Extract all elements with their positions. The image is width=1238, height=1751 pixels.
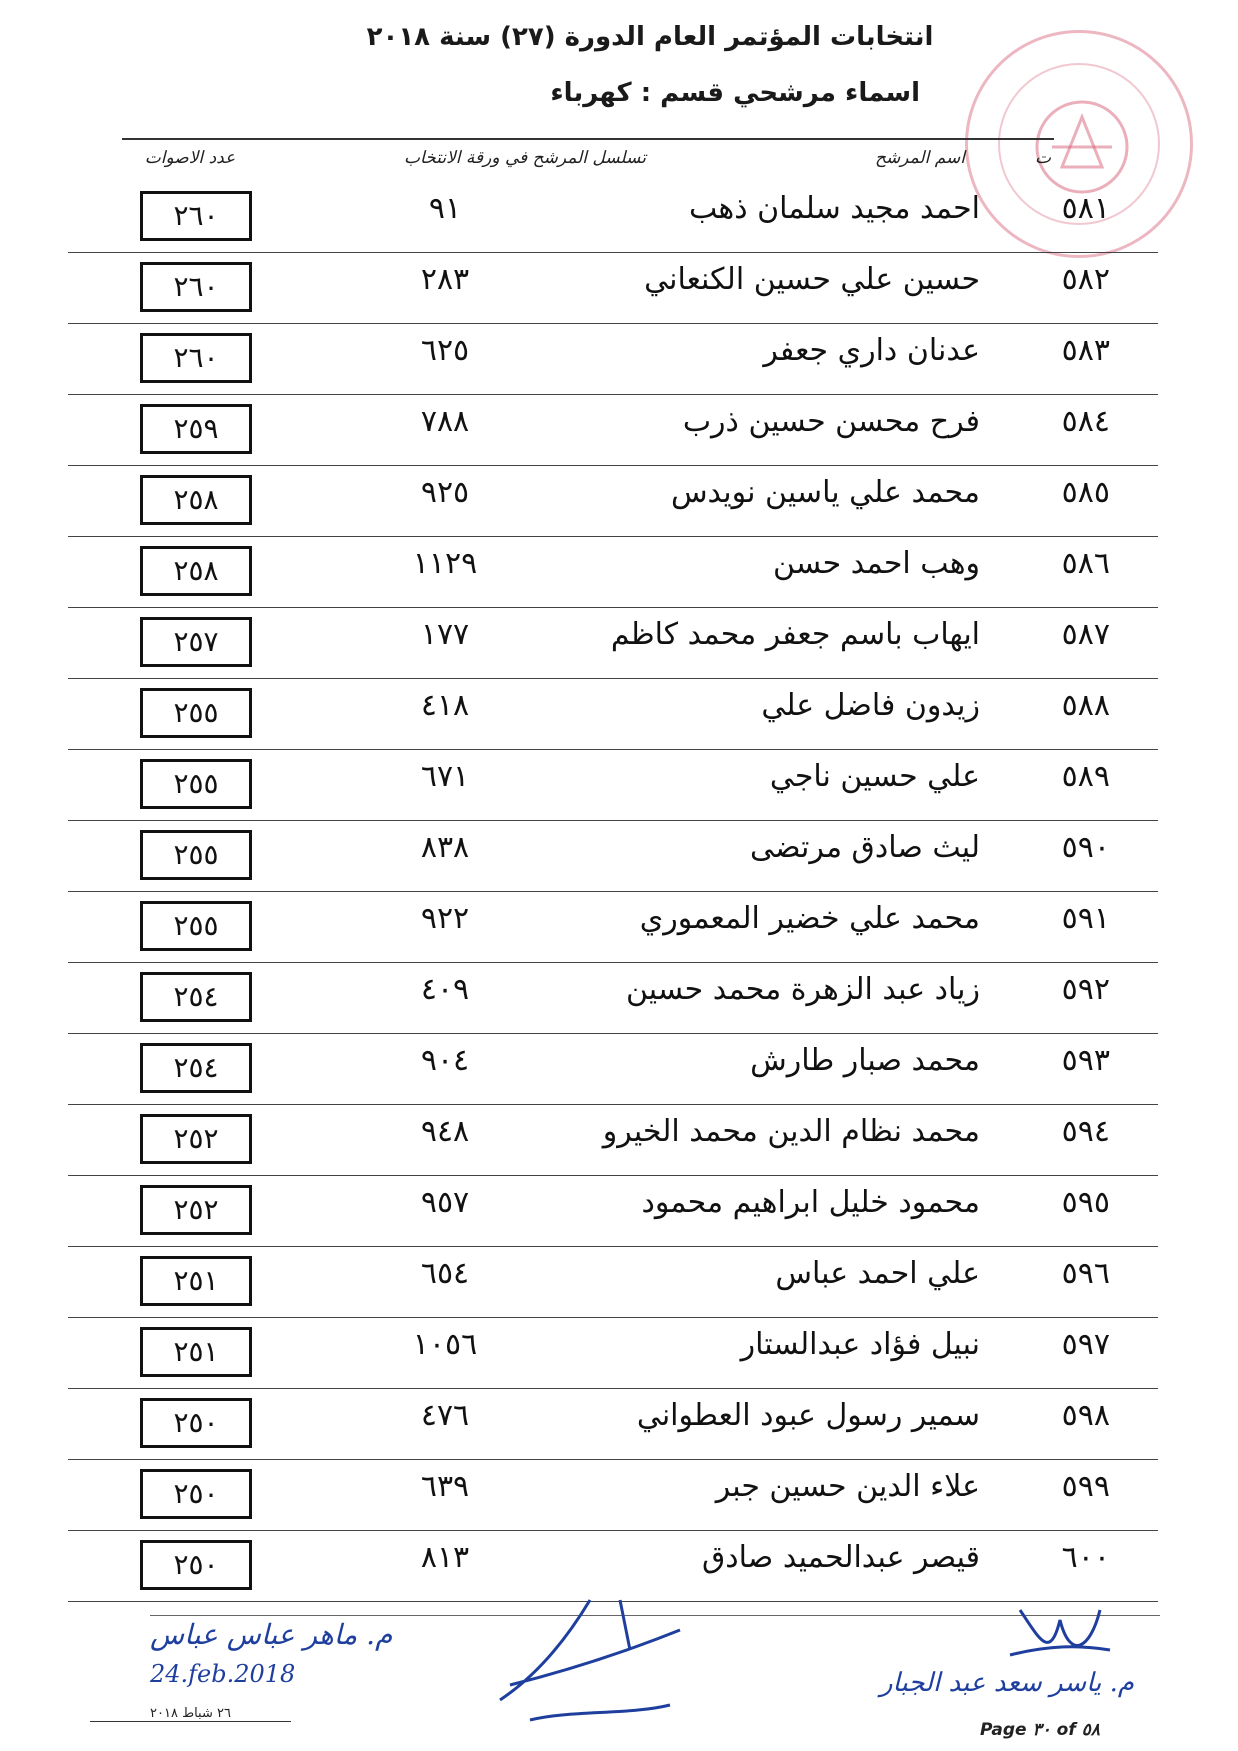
ballot-sequence: ٧٨٨ <box>420 404 470 439</box>
table-row <box>0 1250 1238 1321</box>
candidate-name: زيدون فاضل علي <box>761 688 980 723</box>
candidate-name: ليث صادق مرتضى <box>750 830 980 865</box>
candidate-name: حسين علي حسين الكنعاني <box>644 262 980 297</box>
vote-count-box: ٢٥٢ <box>140 1114 252 1164</box>
vote-count-box: ٢٥١ <box>140 1256 252 1306</box>
table-row <box>0 824 1238 895</box>
page-number: Page ٣٠ of ٥٨ <box>980 1720 1100 1740</box>
row-divider <box>68 1246 1158 1247</box>
row-index: ٥٩٦ <box>1061 1256 1110 1291</box>
row-index: ٥٨١ <box>1061 191 1110 226</box>
row-divider <box>68 820 1158 821</box>
table-row <box>0 185 1238 256</box>
row-index: ٥٩٠ <box>1061 830 1110 865</box>
signature-left <box>150 1618 392 1651</box>
vote-count-box: ٢٥٥ <box>140 688 252 738</box>
candidate-name: عدنان داري جعفر <box>763 333 980 368</box>
table-row <box>0 1392 1238 1463</box>
candidate-name: علي حسين ناجي <box>769 759 980 794</box>
ballot-sequence: ٤٧٦ <box>420 1398 470 1433</box>
candidate-name: محمود خليل ابراهيم محمود <box>641 1185 980 1220</box>
row-divider <box>68 465 1158 466</box>
ballot-sequence: ٤١٨ <box>420 688 470 723</box>
vote-count-box: ٢٦٠ <box>140 333 252 383</box>
candidate-name: محمد صبار طارش <box>750 1043 980 1078</box>
row-divider <box>68 1388 1158 1389</box>
table-row <box>0 327 1238 398</box>
ballot-sequence: ٩٠٤ <box>420 1043 470 1078</box>
column-header-sequence: تسلسل المرشح في ورقة الانتخاب <box>404 148 646 168</box>
signature-right <box>880 1668 1134 1698</box>
ballot-sequence: ٨٣٨ <box>420 830 470 865</box>
row-divider <box>68 678 1158 679</box>
row-index: ٥٩٨ <box>1061 1398 1110 1433</box>
table-row <box>0 1108 1238 1179</box>
vote-count-box: ٢٥٧ <box>140 617 252 667</box>
ballot-sequence: ٨١٣ <box>420 1540 470 1575</box>
vote-count-box: ٢٦٠ <box>140 191 252 241</box>
row-index: ٥٨٢ <box>1061 262 1110 297</box>
ballot-sequence: ٩٥٧ <box>420 1185 470 1220</box>
candidate-name: قيصر عبدالحميد صادق <box>702 1540 980 1575</box>
signature-middle <box>470 1590 710 1740</box>
row-index: ٥٨٥ <box>1061 475 1110 510</box>
table-row <box>0 1321 1238 1392</box>
row-divider <box>68 394 1158 395</box>
ballot-sequence: ٦٣٩ <box>420 1469 470 1504</box>
row-index: ٥٨٦ <box>1061 546 1110 581</box>
date-stamp: ٢٦ شباط ٢٠١٨ <box>90 1706 291 1722</box>
vote-count-box: ٢٥٥ <box>140 901 252 951</box>
table-row <box>0 1179 1238 1250</box>
table-row <box>0 611 1238 682</box>
table-row <box>0 1037 1238 1108</box>
row-divider <box>68 1033 1158 1034</box>
table-row <box>0 398 1238 469</box>
table-row <box>0 540 1238 611</box>
row-divider <box>68 1459 1158 1460</box>
row-index: ٥٩٢ <box>1061 972 1110 1007</box>
row-index: ٥٩١ <box>1061 901 1110 936</box>
table-row <box>0 966 1238 1037</box>
ballot-sequence: ٦٢٥ <box>420 333 470 368</box>
row-index: ٥٩٧ <box>1061 1327 1110 1362</box>
candidate-name: محمد نظام الدين محمد الخيرو <box>602 1114 980 1149</box>
row-divider <box>68 1175 1158 1176</box>
candidate-name: محمد علي ياسين نويدس <box>670 475 980 510</box>
ballot-sequence: ٦٧١ <box>420 759 470 794</box>
row-index: ٥٩٩ <box>1061 1469 1110 1504</box>
row-divider <box>68 323 1158 324</box>
signature-left-name: م. ماهر عباس عباس <box>150 1618 393 1651</box>
candidate-name: زياد عبد الزهرة محمد حسين <box>625 972 980 1007</box>
ballot-sequence: ٩١ <box>428 191 462 226</box>
candidate-name: نبيل فؤاد عبدالستار <box>740 1327 980 1362</box>
table-row <box>0 895 1238 966</box>
row-divider <box>68 252 1158 253</box>
table-row <box>0 1463 1238 1534</box>
row-divider <box>68 1104 1158 1105</box>
header-rule <box>122 138 1054 140</box>
ballot-sequence: ١٠٥٦ <box>412 1327 478 1362</box>
ballot-sequence: ٢٨٣ <box>420 262 470 297</box>
ballot-sequence: ٦٥٤ <box>420 1256 470 1291</box>
row-index: ٥٨٤ <box>1061 404 1110 439</box>
vote-count-box: ٢٦٠ <box>140 262 252 312</box>
candidate-name: ايهاب باسم جعفر محمد كاظم <box>610 617 980 652</box>
table-row <box>0 682 1238 753</box>
signature-right-mark <box>1000 1600 1120 1670</box>
vote-count-box: ٢٥٠ <box>140 1398 252 1448</box>
page-subtitle: اسماء مرشحي قسم : كهرباء <box>550 78 920 108</box>
vote-count-box: ٢٥٤ <box>140 972 252 1022</box>
candidate-name: فرح محسن حسين ذرب <box>682 404 980 439</box>
row-index: ٥٩٥ <box>1061 1185 1110 1220</box>
candidate-name: احمد مجيد سلمان ذهب <box>688 191 980 226</box>
vote-count-box: ٢٥٥ <box>140 759 252 809</box>
row-divider <box>68 607 1158 608</box>
candidate-name: محمد علي خضير المعموري <box>639 901 980 936</box>
candidate-name: وهب احمد حسن <box>773 546 980 581</box>
candidate-name: سمير رسول عبود العطواني <box>636 1398 980 1433</box>
vote-count-box: ٢٥٢ <box>140 1185 252 1235</box>
ballot-sequence: ٩٢٢ <box>420 901 470 936</box>
candidate-name: علي احمد عباس <box>775 1256 980 1291</box>
row-divider <box>68 1530 1158 1531</box>
ballot-sequence: ٩٢٥ <box>420 475 470 510</box>
row-divider <box>68 536 1158 537</box>
vote-count-box: ٢٥٩ <box>140 404 252 454</box>
table-row <box>0 469 1238 540</box>
row-divider <box>68 962 1158 963</box>
table-row <box>0 256 1238 327</box>
page-title: انتخابات المؤتمر العام الدورة (٢٧) سنة ٢٠١٨ <box>366 22 934 52</box>
row-index: ٥٩٤ <box>1061 1114 1110 1149</box>
signature-left-date: 24.feb.2018 <box>150 1660 296 1688</box>
ballot-sequence: ٤٠٩ <box>420 972 470 1007</box>
ballot-sequence: ١١٢٩ <box>412 546 478 581</box>
row-index: ٦٠٠ <box>1061 1540 1110 1575</box>
column-header-votes: عدد الاصوات <box>144 148 236 168</box>
column-header-index: ت <box>1035 148 1052 168</box>
vote-count-box: ٢٥٨ <box>140 475 252 525</box>
vote-count-box: ٢٥٨ <box>140 546 252 596</box>
ballot-sequence: ٩٤٨ <box>420 1114 470 1149</box>
signature-right-name: م. ياسر سعد عبد الجبار <box>880 1668 1134 1698</box>
column-header-name: اسم المرشح <box>874 148 965 168</box>
row-index: ٥٨٧ <box>1061 617 1110 652</box>
row-divider <box>68 1317 1158 1318</box>
vote-count-box: ٢٥٠ <box>140 1540 252 1590</box>
row-index: ٥٨٨ <box>1061 688 1110 723</box>
ballot-sequence: ١٧٧ <box>420 617 470 652</box>
row-divider <box>68 891 1158 892</box>
row-index: ٥٨٩ <box>1061 759 1110 794</box>
row-divider <box>68 749 1158 750</box>
vote-count-box: ٢٥١ <box>140 1327 252 1377</box>
vote-count-box: ٢٥٤ <box>140 1043 252 1093</box>
vote-count-box: ٢٥٥ <box>140 830 252 880</box>
candidate-name: علاء الدين حسين جبر <box>715 1469 980 1504</box>
table-row <box>0 753 1238 824</box>
row-index: ٥٩٣ <box>1061 1043 1110 1078</box>
vote-count-box: ٢٥٠ <box>140 1469 252 1519</box>
row-index: ٥٨٣ <box>1061 333 1110 368</box>
